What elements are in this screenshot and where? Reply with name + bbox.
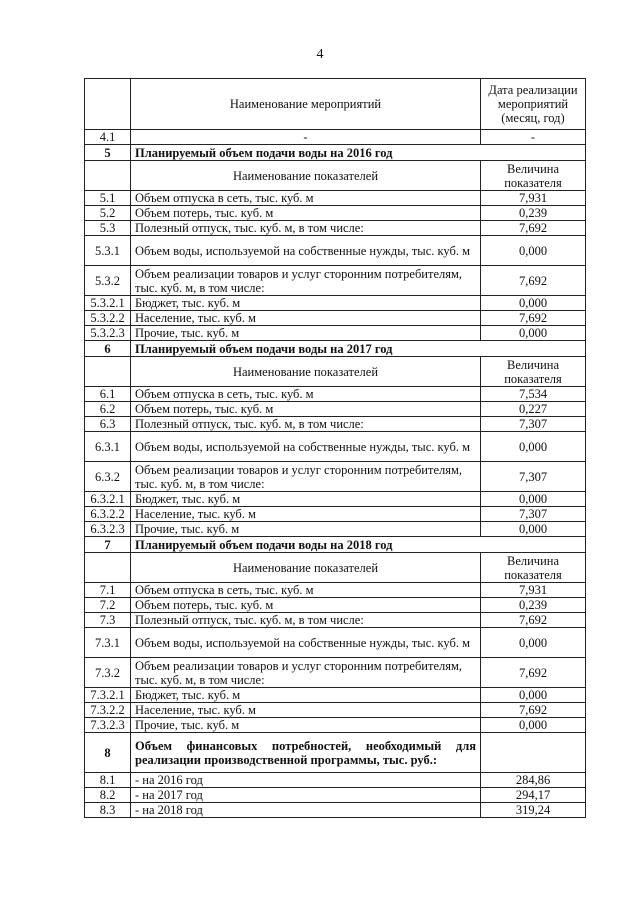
- row-number: 6.3: [85, 417, 131, 432]
- row-name: Прочие, тыс. куб. м: [131, 718, 481, 733]
- row-number: 6.3.2: [85, 462, 131, 492]
- row-value: 0,227: [481, 402, 586, 417]
- row-value: 0,000: [481, 522, 586, 537]
- row-number: 5.3: [85, 221, 131, 236]
- row-value: 7,307: [481, 417, 586, 432]
- row-number: 7.1: [85, 583, 131, 598]
- table-row: [85, 688, 586, 703]
- row-name: Полезный отпуск, тыс. куб. м, в том числе:: [131, 613, 481, 628]
- row-name: Население, тыс. куб. м: [131, 507, 481, 522]
- section-number: 7: [85, 537, 131, 553]
- row-name: Объем потерь, тыс. куб. м: [131, 598, 481, 613]
- row-name: Объем воды, используемой на собственные нужды, тыс. куб. м: [131, 432, 481, 462]
- table-row: [85, 432, 586, 462]
- row-number: 6.1: [85, 387, 131, 402]
- row-name: Бюджет, тыс. куб. м: [131, 296, 481, 311]
- row-name: - на 2018 год: [131, 803, 481, 818]
- row-number: 5.3.1: [85, 236, 131, 266]
- row-value: 7,931: [481, 583, 586, 598]
- row-value: 0,239: [481, 206, 586, 221]
- table-row: [85, 788, 586, 803]
- section-title-row: [85, 145, 586, 161]
- table-row: [85, 402, 586, 417]
- sub-header-num-cell: [85, 357, 131, 387]
- row-value: 284,86: [481, 773, 586, 788]
- sub-header-value: Величина показателя: [481, 357, 586, 387]
- row-name: Объем воды, используемой на собственные нужды, тыс. куб. м: [131, 236, 481, 266]
- table-row: [85, 221, 586, 236]
- row-number: 5.3.2.1: [85, 296, 131, 311]
- section-number: 5: [85, 145, 131, 161]
- sub-header-name: Наименование показателей: [131, 553, 481, 583]
- table-row: [85, 773, 586, 788]
- row-value: 7,692: [481, 703, 586, 718]
- table-row: [85, 236, 586, 266]
- sub-header-num-cell: [85, 161, 131, 191]
- table-row: [85, 628, 586, 658]
- row-name: Объем отпуска в сеть, тыс. куб. м: [131, 583, 481, 598]
- row-name: - на 2017 год: [131, 788, 481, 803]
- table-row: [85, 462, 586, 492]
- row-name: Объем потерь, тыс. куб. м: [131, 206, 481, 221]
- row-value: 7,692: [481, 311, 586, 326]
- row-value: 0,000: [481, 296, 586, 311]
- table-row: [85, 387, 586, 402]
- table-row: [85, 206, 586, 221]
- section-title-row: [85, 537, 586, 553]
- row-number: 6.3.2.1: [85, 492, 131, 507]
- row-number: 7.2: [85, 598, 131, 613]
- row-value: 0,000: [481, 432, 586, 462]
- row-name: Объем реализации товаров и услуг сторонним потребителям, тыс. куб. м, в том числе:: [131, 266, 481, 296]
- row-number: 6.2: [85, 402, 131, 417]
- row-number: 8.3: [85, 803, 131, 818]
- row-value: 0,000: [481, 718, 586, 733]
- row-value: 0,000: [481, 492, 586, 507]
- row-value: 7,692: [481, 658, 586, 688]
- table-row: [85, 718, 586, 733]
- section-title: Планируемый объем подачи воды на 2017 год: [131, 341, 586, 357]
- row-number: 5.2: [85, 206, 131, 221]
- table-row: [85, 266, 586, 296]
- row-number: 7.3.2.3: [85, 718, 131, 733]
- row-value: 7,692: [481, 221, 586, 236]
- table-row: [85, 417, 586, 432]
- sub-header-row: [85, 357, 586, 387]
- table-row: [85, 613, 586, 628]
- row-name: Объем воды, используемой на собственные нужды, тыс. куб. м: [131, 628, 481, 658]
- row-name: - на 2016 год: [131, 773, 481, 788]
- row-number: 5.3.2.3: [85, 326, 131, 341]
- row-value: 7,931: [481, 191, 586, 206]
- header-num-cell: [85, 79, 131, 130]
- table-row: [85, 583, 586, 598]
- row-name: Население, тыс. куб. м: [131, 311, 481, 326]
- header-name-cell: Наименование мероприятий: [131, 79, 481, 130]
- row-number: 5.3.2.2: [85, 311, 131, 326]
- row-value: 7,534: [481, 387, 586, 402]
- header-date-cell: Дата реализации мероприятий (месяц, год): [481, 79, 586, 130]
- table-row: [85, 326, 586, 341]
- row-value: 0,239: [481, 598, 586, 613]
- row-number: 8.1: [85, 773, 131, 788]
- row-name: Полезный отпуск, тыс. куб. м, в том числе:: [131, 417, 481, 432]
- section-title: Планируемый объем подачи воды на 2016 год: [131, 145, 586, 161]
- row-value: 7,692: [481, 266, 586, 296]
- table-row: [85, 598, 586, 613]
- row-number: 6.3.1: [85, 432, 131, 462]
- section-value-cell: [481, 733, 586, 773]
- row-number: 8.2: [85, 788, 131, 803]
- row-value: 7,307: [481, 507, 586, 522]
- row-value: 319,24: [481, 803, 586, 818]
- row-number: 7.3.2.2: [85, 703, 131, 718]
- row-name: Бюджет, тыс. куб. м: [131, 492, 481, 507]
- table-row: [85, 803, 586, 818]
- row-value: 0,000: [481, 236, 586, 266]
- row-value: 7,307: [481, 462, 586, 492]
- section-title-row: [85, 341, 586, 357]
- table-row: [85, 522, 586, 537]
- row-name: Полезный отпуск, тыс. куб. м, в том числе:: [131, 221, 481, 236]
- row-name: Бюджет, тыс. куб. м: [131, 688, 481, 703]
- row-name: -: [131, 130, 481, 145]
- row-number: 6.3.2.2: [85, 507, 131, 522]
- row-number: 4.1: [85, 130, 131, 145]
- section-title: Объем финансовых потребностей, необходимый для реализации производственной программы, тыс. руб.:: [131, 733, 481, 773]
- section-number: 8: [85, 733, 131, 773]
- row-value: 7,692: [481, 613, 586, 628]
- section-number: 6: [85, 341, 131, 357]
- row-number: 7.3.2.1: [85, 688, 131, 703]
- row-value: 294,17: [481, 788, 586, 803]
- row-number: 5.1: [85, 191, 131, 206]
- sub-header-num-cell: [85, 553, 131, 583]
- row-name: Объем реализации товаров и услуг сторонним потребителям, тыс. куб. м, в том числе:: [131, 462, 481, 492]
- row-name: Объем отпуска в сеть, тыс. куб. м: [131, 387, 481, 402]
- table-row: [85, 703, 586, 718]
- sub-header-name: Наименование показателей: [131, 161, 481, 191]
- table-row: [85, 191, 586, 206]
- table-row: [85, 658, 586, 688]
- row-value: 0,000: [481, 628, 586, 658]
- table-row: [85, 130, 586, 145]
- sub-header-row: [85, 553, 586, 583]
- row-number: 6.3.2.3: [85, 522, 131, 537]
- row-value: 0,000: [481, 326, 586, 341]
- sub-header-value: Величина показателя: [481, 553, 586, 583]
- table-row: [85, 311, 586, 326]
- table-row: [85, 492, 586, 507]
- row-name: Население, тыс. куб. м: [131, 703, 481, 718]
- row-name: Прочие, тыс. куб. м: [131, 522, 481, 537]
- program-table: [84, 78, 586, 818]
- row-name: Объем потерь, тыс. куб. м: [131, 402, 481, 417]
- row-name: Прочие, тыс. куб. м: [131, 326, 481, 341]
- table-row: [85, 296, 586, 311]
- table-header-row: [85, 79, 586, 130]
- row-name: Объем реализации товаров и услуг сторонним потребителям, тыс. куб. м, в том числе:: [131, 658, 481, 688]
- row-name: Объем отпуска в сеть, тыс. куб. м: [131, 191, 481, 206]
- sub-header-row: [85, 161, 586, 191]
- page-number: 4: [316, 47, 324, 62]
- section-title-row: [85, 733, 586, 773]
- row-date: -: [481, 130, 586, 145]
- sub-header-name: Наименование показателей: [131, 357, 481, 387]
- section-title: Планируемый объем подачи воды на 2018 год: [131, 537, 586, 553]
- row-number: 7.3.1: [85, 628, 131, 658]
- row-number: 5.3.2: [85, 266, 131, 296]
- table-row: [85, 507, 586, 522]
- row-number: 7.3.2: [85, 658, 131, 688]
- row-number: 7.3: [85, 613, 131, 628]
- row-value: 0,000: [481, 688, 586, 703]
- sub-header-value: Величина показателя: [481, 161, 586, 191]
